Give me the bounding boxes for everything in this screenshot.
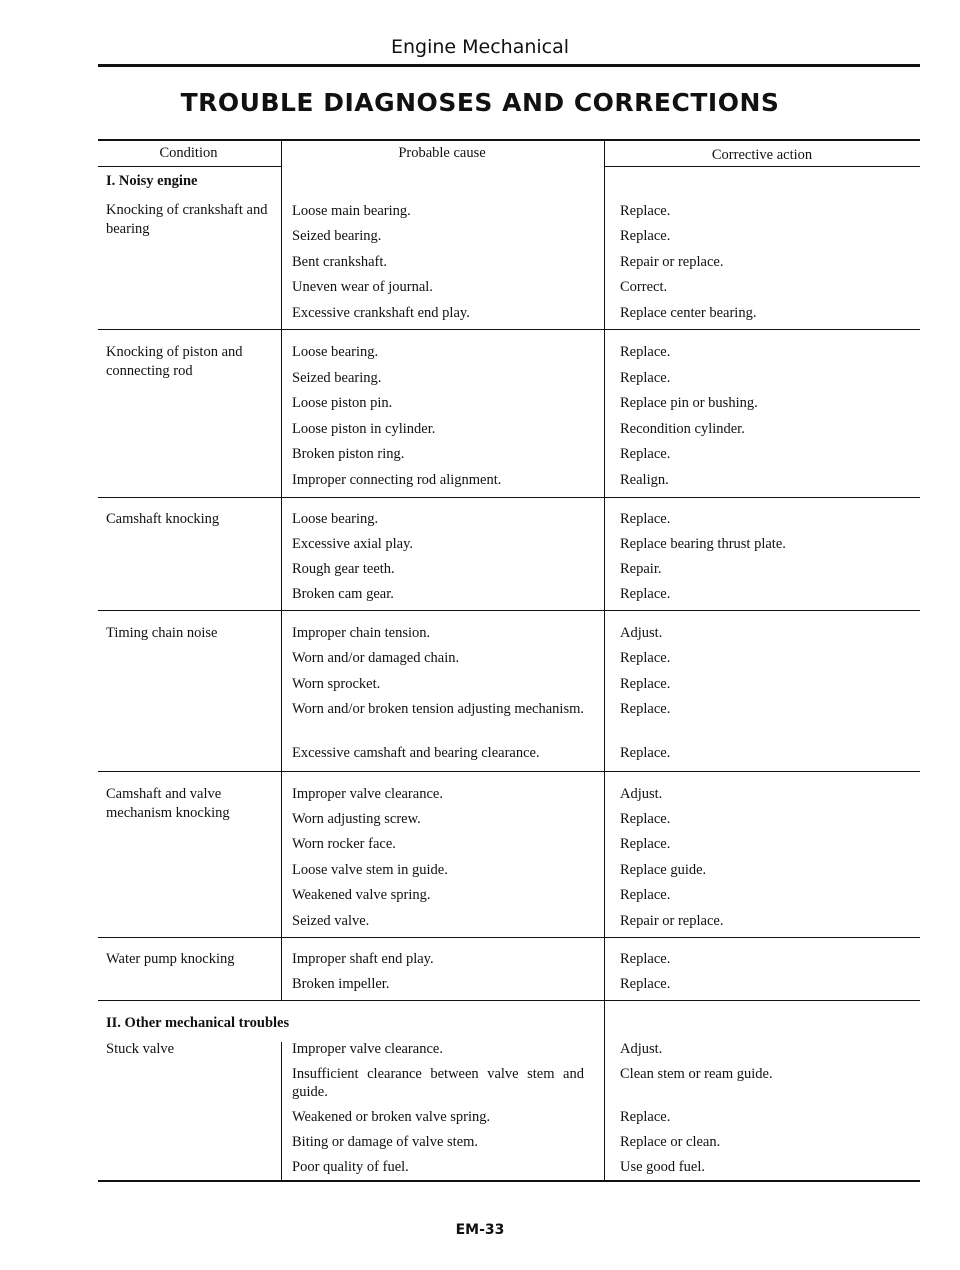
correction-cell: Replace.	[620, 1109, 671, 1125]
correction-cell: Replace.	[620, 976, 671, 992]
column-header-cause: Probable cause	[398, 145, 486, 161]
correction-cell: Replace guide.	[620, 862, 707, 878]
correction-cell: Replace.	[620, 811, 671, 827]
cause-cell: Improper chain tension.	[292, 625, 431, 641]
section-header: Engine Mechanical	[390, 36, 570, 58]
cause-cell: Bent crankshaft.	[292, 254, 388, 270]
correction-cell: Repair.	[620, 561, 662, 577]
cause-cell: Biting or damage of valve stem.	[292, 1134, 479, 1150]
cause-cell: Excessive crankshaft end play.	[292, 305, 470, 321]
correction-cell: Replace.	[620, 650, 671, 666]
condition-piston-knocking: Knocking of piston and connecting rod	[106, 344, 243, 379]
correction-cell: Replace pin or bushing.	[620, 395, 758, 411]
correction-cell: Replace.	[620, 836, 671, 852]
correction-cell: Adjust.	[620, 625, 663, 641]
group-rule	[98, 610, 920, 611]
correction-cell: Repair or replace.	[620, 254, 724, 270]
cause-cell: Loose piston in cylinder.	[292, 421, 436, 437]
correction-cell: Adjust.	[620, 1041, 663, 1057]
cause-cell: Improper valve clearance.	[292, 1041, 443, 1057]
cause-cell: Seized bearing.	[292, 228, 382, 244]
cause-cell: Seized bearing.	[292, 370, 382, 386]
correction-cell: Replace.	[620, 586, 671, 602]
cause-cell: Broken impeller.	[292, 976, 390, 992]
section-label-other-troubles: II. Other mechanical troubles	[106, 1015, 290, 1031]
divider-condition-cause-lower	[281, 1042, 282, 1180]
divider-cause-correction	[604, 139, 605, 1180]
group-rule	[98, 497, 920, 498]
cause-cell: Loose piston pin.	[292, 395, 393, 411]
cause-cell: Worn and/or damaged chain.	[292, 650, 460, 666]
correction-cell: Correct.	[620, 279, 668, 295]
correction-cell: Replace.	[620, 446, 671, 462]
correction-cell: Replace.	[620, 745, 671, 761]
cause-cell: Excessive axial play.	[292, 536, 414, 552]
header-rule	[98, 64, 920, 67]
correction-cell: Replace.	[620, 701, 671, 717]
group-rule	[98, 771, 920, 772]
cause-cell: Uneven wear of journal.	[292, 279, 433, 295]
correction-cell: Replace.	[620, 951, 671, 967]
condition-water-pump-knocking: Water pump knocking	[106, 951, 235, 967]
header-rule-condition	[98, 166, 281, 167]
condition-camshaft-knocking: Camshaft knocking	[106, 511, 220, 527]
cause-cell: Weakened or broken valve spring.	[292, 1109, 491, 1125]
correction-cell: Recondition cylinder.	[620, 421, 745, 437]
page-number: EM-33	[455, 1222, 505, 1238]
cause-cell: Loose valve stem in guide.	[292, 862, 448, 878]
cause-cell: Worn and/or broken tension adjusting mechanism.	[292, 701, 584, 717]
correction-cell: Repair or replace.	[620, 913, 724, 929]
group-rule	[98, 1000, 920, 1001]
correction-cell: Replace.	[620, 370, 671, 386]
correction-cell: Replace center bearing.	[620, 305, 757, 321]
cause-cell: Poor quality of fuel.	[292, 1159, 409, 1175]
condition-valve-mechanism-knocking: Camshaft and valve mechanism knocking	[106, 786, 230, 821]
correction-cell: Replace.	[620, 676, 671, 692]
page-title: TROUBLE DIAGNOSES AND CORRECTIONS	[180, 88, 780, 117]
cause-cell: Rough gear teeth.	[292, 561, 395, 577]
correction-cell: Replace.	[620, 228, 671, 244]
correction-cell: Replace or clean.	[620, 1134, 721, 1150]
cause-cell: Improper valve clearance.	[292, 786, 443, 802]
table-bottom-rule	[98, 1180, 920, 1182]
correction-cell: Replace bearing thrust plate.	[620, 536, 786, 552]
column-header-correction: Corrective action	[711, 147, 813, 163]
cause-cell: Improper shaft end play.	[292, 951, 434, 967]
group-rule	[98, 937, 920, 938]
correction-cell: Replace.	[620, 203, 671, 219]
cause-cell: Insufficient clearance between valve stem and guide.	[292, 1066, 584, 1100]
cause-cell: Excessive camshaft and bearing clearance.	[292, 745, 540, 761]
cause-cell: Worn sprocket.	[292, 676, 381, 692]
correction-cell: Replace.	[620, 511, 671, 527]
correction-cell: Use good fuel.	[620, 1159, 705, 1175]
divider-condition-cause	[281, 139, 282, 1000]
cause-cell: Worn adjusting screw.	[292, 811, 421, 827]
cause-cell: Broken cam gear.	[292, 586, 394, 602]
header-rule-correction	[604, 166, 920, 167]
cause-cell: Loose main bearing.	[292, 203, 411, 219]
group-rule	[98, 329, 920, 330]
correction-cell: Replace.	[620, 887, 671, 903]
condition-crankshaft-knocking: Knocking of crankshaft and bearing	[106, 202, 268, 237]
section-label-noisy-engine: I. Noisy engine	[106, 173, 198, 189]
cause-cell: Loose bearing.	[292, 511, 379, 527]
cause-cell: Seized valve.	[292, 913, 370, 929]
cause-cell: Loose bearing.	[292, 344, 379, 360]
cause-cell: Improper connecting rod alignment.	[292, 472, 502, 488]
correction-cell: Adjust.	[620, 786, 663, 802]
correction-cell: Clean stem or ream guide.	[620, 1066, 773, 1082]
correction-cell: Replace.	[620, 344, 671, 360]
table-top-rule	[98, 139, 920, 141]
correction-cell: Realign.	[620, 472, 669, 488]
cause-cell: Broken piston ring.	[292, 446, 405, 462]
condition-stuck-valve: Stuck valve	[106, 1041, 175, 1057]
cause-cell: Worn rocker face.	[292, 836, 396, 852]
column-header-condition: Condition	[159, 145, 218, 161]
cause-cell: Weakened valve spring.	[292, 887, 431, 903]
condition-timing-chain-noise: Timing chain noise	[106, 625, 218, 641]
